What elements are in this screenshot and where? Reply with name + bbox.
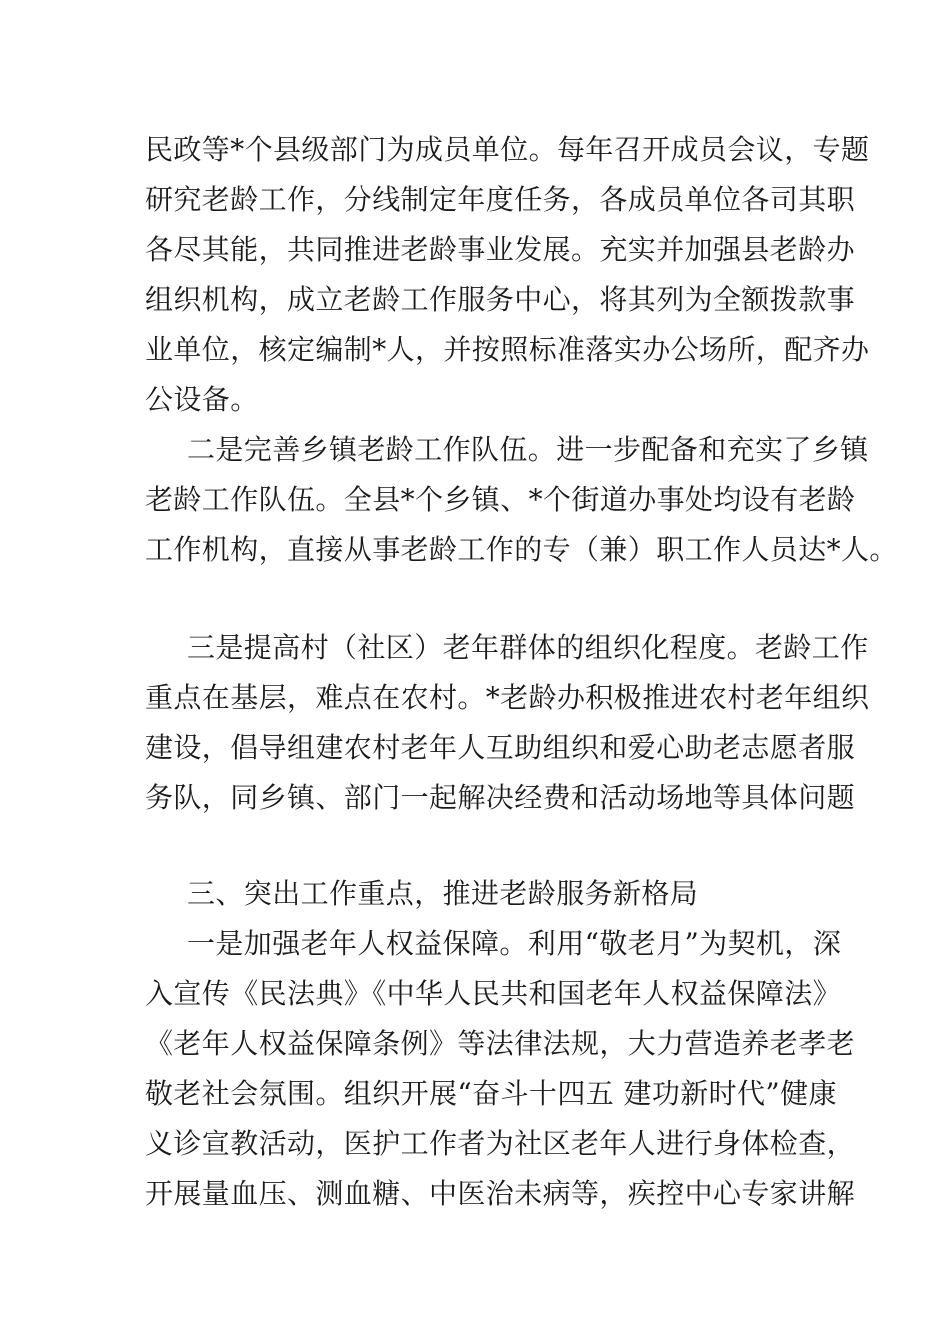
text-line: 敬老社会氛围。组织开展“奋斗十四五 建功新时代”健康 <box>145 1077 837 1110</box>
text-line: 一是加强老年人权益保障。利用“敬老月”为契机，深 <box>187 927 842 960</box>
section-heading: 三、突出工作重点，推进老龄服务新格局 <box>187 877 699 910</box>
text-line: 研究老龄工作，分线制定年度任务，各成员单位各司其职 <box>145 183 856 216</box>
text-line: 务队，同乡镇、部门一起解决经费和活动场地等具体问题 <box>145 781 856 814</box>
text-line: 各尽其能，共同推进老龄事业发展。充实并加强县老龄办 <box>145 233 856 266</box>
text-line: 重点在基层，难点在农村。*老龄办积极推进农村老年组织 <box>145 681 870 714</box>
text-line: 入宣传《民法典》《中华人民共和国老年人权益保障法》 <box>145 977 842 1010</box>
text-line: 组织机构，成立老龄工作服务中心，将其列为全额拨款事 <box>145 283 856 316</box>
text-line: 义诊宣教活动，医护工作者为社区老年人进行身体检查， <box>145 1127 856 1160</box>
text-line: 老龄工作队伍。全县*个乡镇、*个街道办事处均设有老龄 <box>145 483 856 516</box>
text-line: 开展量血压、测血糖、中医治未病等，疾控中心专家讲解 <box>145 1177 856 1210</box>
text-line: 民政等*个县级部门为成员单位。每年召开成员会议，专题 <box>145 133 870 166</box>
text-line: 建设，倡导组建农村老年人互助组织和爱心助老志愿者服 <box>145 731 856 764</box>
text-line: 工作机构，直接从事老龄工作的专（兼）职工作人员达*人。 <box>145 533 898 566</box>
text-line: 公设备。 <box>145 383 259 416</box>
text-line: 三是提高村（社区）老年群体的组织化程度。老龄工作 <box>187 631 869 664</box>
text-line: 二是完善乡镇老龄工作队伍。进一步配备和充实了乡镇 <box>187 433 869 466</box>
text-line: 业单位，核定编制*人，并按照标准落实办公场所，配齐办 <box>145 333 870 366</box>
text-line: 《老年人权益保障条例》等法律法规，大力营造养老孝老 <box>145 1027 856 1060</box>
